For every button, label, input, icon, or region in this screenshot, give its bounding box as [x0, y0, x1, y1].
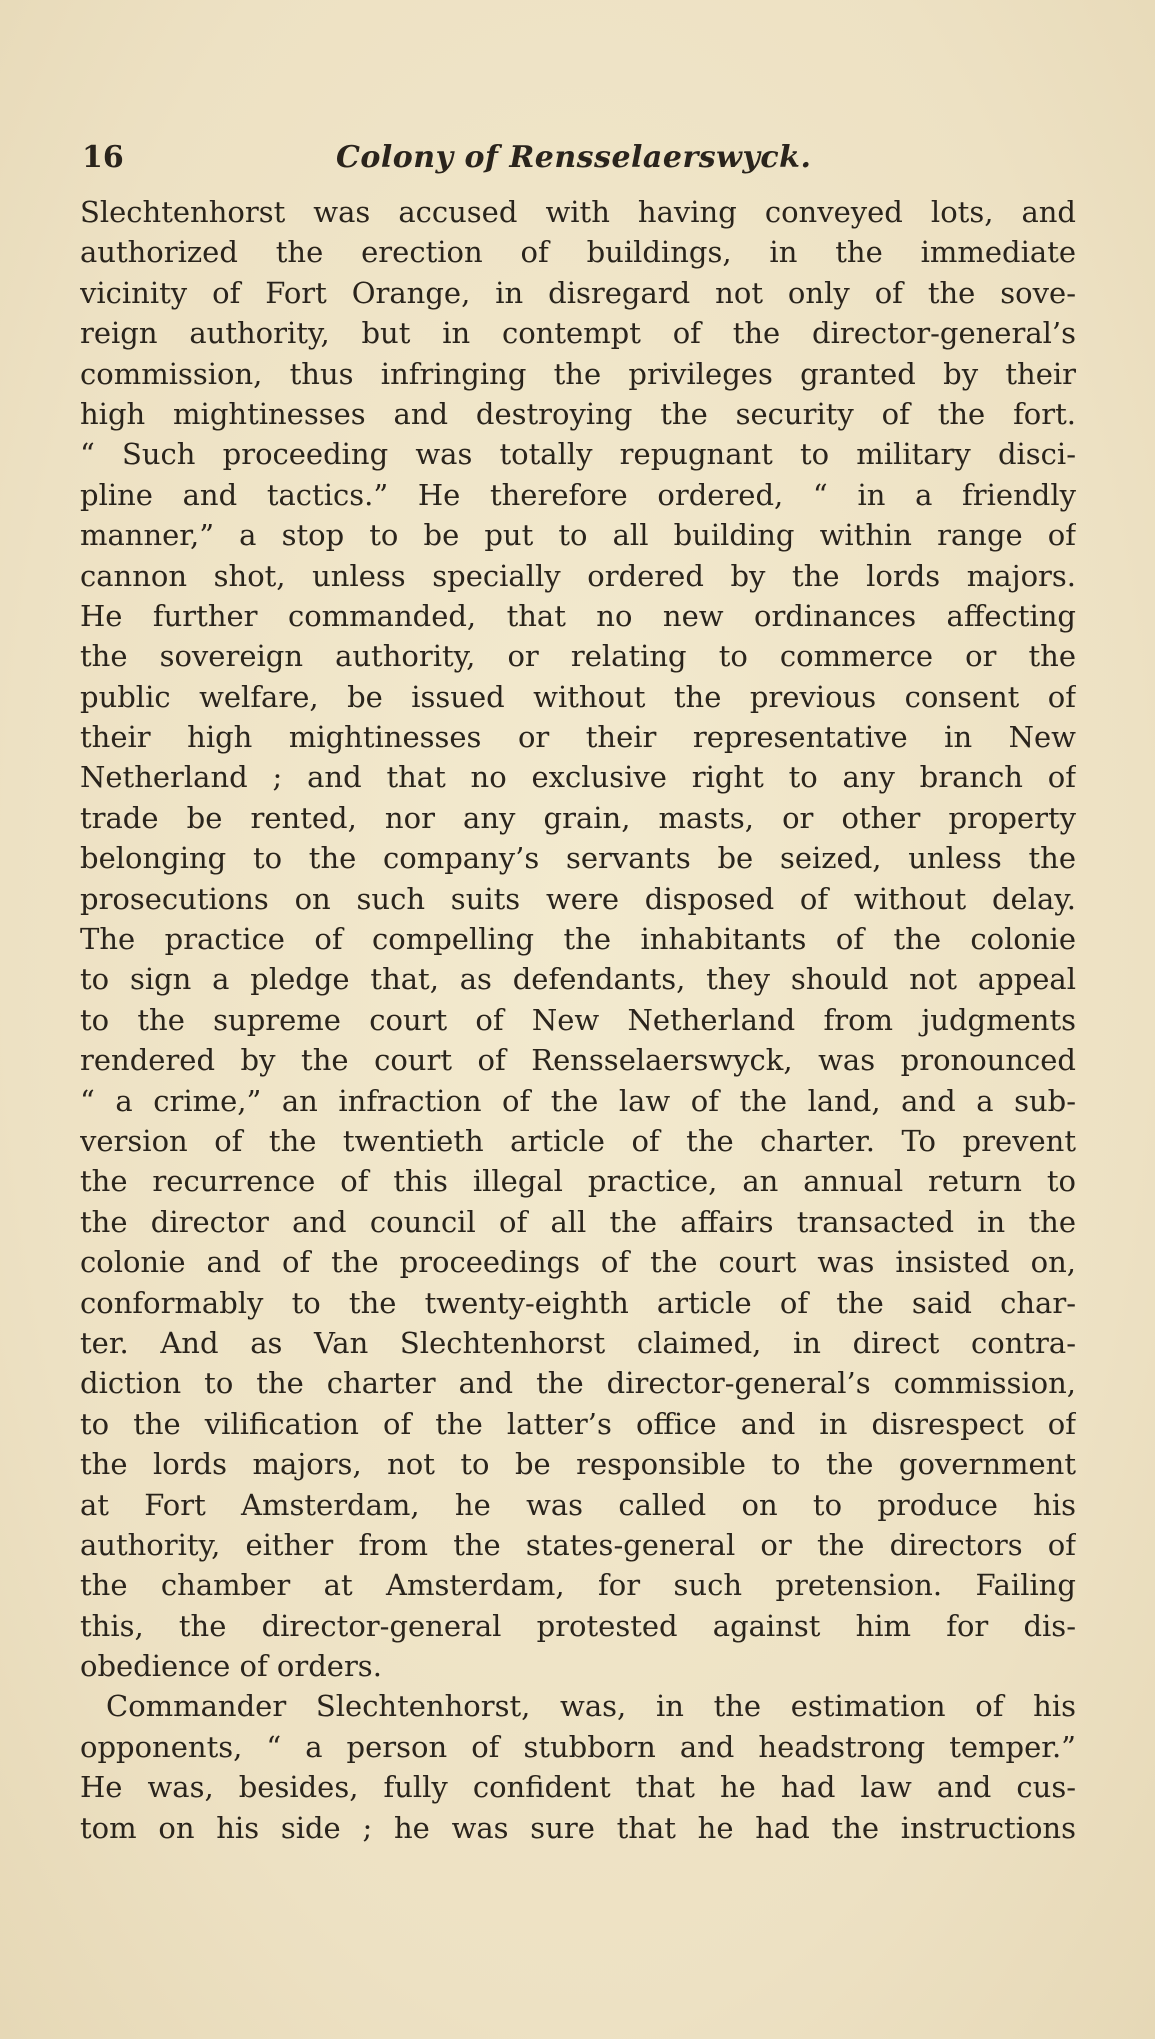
text-line: conformably to the twenty-eighth article of the said char- — [80, 1285, 1076, 1320]
text-line: He was, besides, fully confident that he had law and cus- — [80, 1770, 1076, 1805]
text-line: high mightinesses and destroying the security of the fort. — [80, 396, 1076, 431]
running-title: Colony of Rensselaerswyck. — [336, 140, 812, 175]
text-line: the chamber at Amsterdam, for such pretension. Failing — [80, 1568, 1076, 1603]
text-line: authorized the erection of buildings, in the immediate — [80, 235, 1076, 270]
running-head — [80, 140, 1076, 186]
text-line: this, the director-general protested against him for dis- — [80, 1608, 1076, 1643]
text-line: prosecutions on such suits were disposed of without delay. — [80, 881, 1076, 916]
text-line: their high mightinesses or their representative in New — [80, 720, 1076, 755]
text-line: vicinity of Fort Orange, in disregard not only of the sove- — [80, 275, 1076, 310]
paragraph-start-line: Commander Slechtenhorst, was, in the estimation of his — [106, 1689, 1076, 1724]
text-line: tom on his side ; he was sure that he had the instructions — [80, 1810, 1076, 1845]
text-line: opponents, “ a person of stubborn and headstrong temper.” — [80, 1729, 1076, 1764]
text-line: Slechtenhorst was accused with having conveyed lots, and — [80, 195, 1076, 229]
paragraph-end-line: obedience of orders. — [80, 1649, 382, 1684]
text-line: the recurrence of this illegal practice, an annual return to — [80, 1164, 1076, 1199]
text-line: “ a crime,” an infraction of the law of the land, and a sub- — [80, 1083, 1076, 1118]
text-line: ter. And as Van Slechtenhorst claimed, in direct contra- — [80, 1325, 1076, 1360]
text-line: the lords majors, not to be responsible to the government — [80, 1447, 1076, 1482]
body-text — [80, 192, 1076, 1848]
text-line: the director and council of all the affairs transacted in the — [80, 1204, 1076, 1239]
text-line: The practice of compelling the inhabitants of the colonie — [80, 922, 1076, 957]
text-line: at Fort Amsterdam, he was called on to produce his — [80, 1487, 1076, 1522]
text-line: colonie and of the proceedings of the court was insisted on, — [80, 1245, 1076, 1280]
text-line: cannon shot, unless specially ordered by the lords majors. — [80, 558, 1076, 593]
text-line: diction to the charter and the director-general’s commission, — [80, 1366, 1076, 1401]
text-line: the sovereign authority, or relating to commerce or the — [80, 639, 1076, 674]
text-line: reign authority, but in contempt of the director-general’s — [80, 316, 1076, 351]
text-line: version of the twentieth article of the charter. To prevent — [80, 1123, 1076, 1158]
page-number: 16 — [82, 140, 124, 175]
text-line: to sign a pledge that, as defendants, they should not appeal — [80, 962, 1076, 997]
text-line: manner,” a stop to be put to all building within range of — [80, 518, 1076, 553]
text-block — [80, 140, 1076, 1848]
text-line: to the vilification of the latter’s office and in disrespect of — [80, 1406, 1076, 1441]
text-line: public welfare, be issued without the previous consent of — [80, 679, 1076, 714]
text-line: belonging to the company’s servants be seized, unless the — [80, 841, 1076, 876]
text-line: He further commanded, that no new ordinances affecting — [80, 598, 1076, 633]
text-line: “ Such proceeding was totally repugnant to military disci- — [80, 437, 1076, 472]
text-line: authority, either from the states-general or the directors of — [80, 1527, 1076, 1562]
text-line: Netherland ; and that no exclusive right to any branch of — [80, 760, 1076, 795]
text-line: to the supreme court of New Netherland from judgments — [80, 1002, 1076, 1037]
text-line: commission, thus infringing the privileges granted by their — [80, 356, 1076, 391]
text-line: pline and tactics.” He therefore ordered, “ in a friendly — [80, 477, 1076, 512]
text-line: trade be rented, nor any grain, masts, or other property — [80, 800, 1076, 835]
text-line: rendered by the court of Rensselaerswyck, was pronounced — [80, 1043, 1076, 1078]
